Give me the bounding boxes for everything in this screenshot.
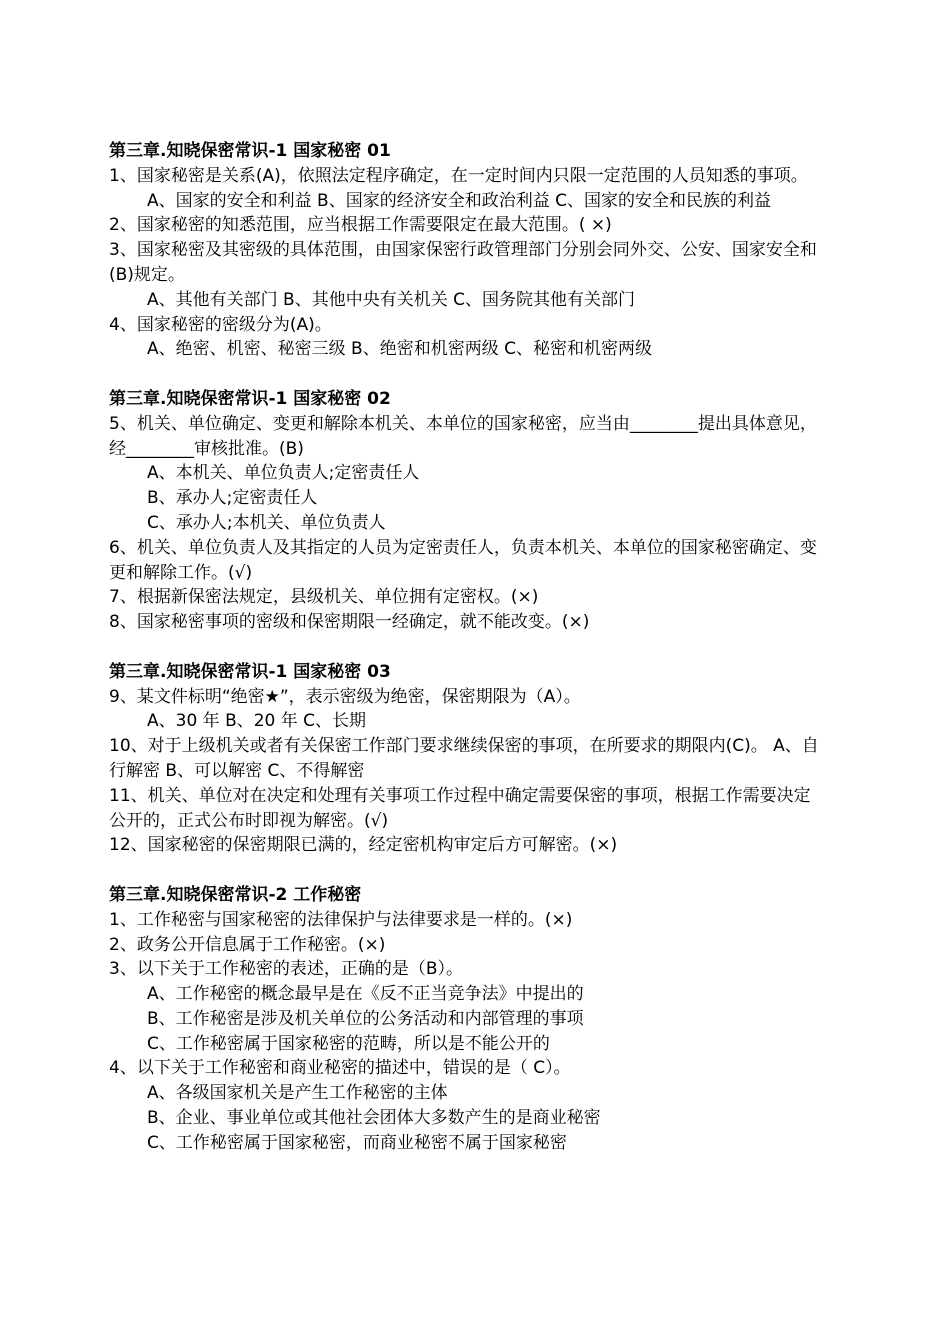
section-1 <box>109 139 821 362</box>
question-text: 4、国家秘密的密级分为(A)。 <box>109 314 332 335</box>
section-4 <box>109 883 821 1156</box>
question-text: 3、以下关于工作秘密的表述，正确的是（B）。 <box>109 959 463 980</box>
answer-options: A、工作秘密的概念最早是在《反不正当竞争法》中提出的 <box>147 984 584 1005</box>
document-body <box>109 139 821 1180</box>
question-text: 1、国家秘密是关系(A)，依照法定程序确定，在一定时间内只限一定范围的人员知悉的事项。 <box>109 165 808 186</box>
question-text: 4、以下关于工作秘密和商业秘密的描述中，错误的是（ C）。 <box>109 1058 571 1079</box>
answer-options: C、承办人;本机关、单位负责人 <box>147 512 386 533</box>
answer-options: C、工作秘密属于国家秘密的范畴，所以是不能公开的 <box>147 1033 550 1054</box>
answer-options: B、承办人;定密责任人 <box>147 488 318 509</box>
question-text: 3、国家秘密及其密级的具体范围，由国家保密行政管理部门分别会同外交、公安、国家安全和(B)规定。 <box>109 240 817 285</box>
answer-options: B、工作秘密是涉及机关单位的公务活动和内部管理的事项 <box>147 1008 584 1029</box>
section-heading: 第三章.知晓保密常识-1 国家秘密 01 <box>109 141 391 161</box>
question-text: 2、政务公开信息属于工作秘密。(×) <box>109 934 386 955</box>
answer-options: A、国家的安全和利益 B、国家的经济安全和政治利益 C、国家的安全和民族的利益 <box>147 190 771 211</box>
answer-options: C、工作秘密属于国家秘密，而商业秘密不属于国家秘密 <box>147 1132 567 1153</box>
question-text: 1、工作秘密与国家秘密的法律保护与法律要求是一样的。(×) <box>109 909 573 930</box>
question-text: 5、机关、单位确定、变更和解除本机关、本单位的国家秘密，应当由________提出具体意见，经________审核批准。(B) <box>109 413 817 459</box>
question-text: 9、某文件标明“绝密★”，表示密级为绝密，保密期限为（A）。 <box>109 686 581 707</box>
answer-options: A、其他有关部门 B、其他中央有关机关 C、国务院其他有关部门 <box>147 289 635 310</box>
question-text: 8、国家秘密事项的密级和保密期限一经确定，就不能改变。(×) <box>109 612 590 633</box>
answer-options: A、本机关、单位负责人;定密责任人 <box>147 463 420 484</box>
section-3 <box>109 660 821 858</box>
question-text: 11、机关、单位对在决定和处理有关事项工作过程中确定需要保密的事项，根据工作需要决定公开的，正式公布时即视为解密。(√) <box>109 785 811 831</box>
question-text: 7、根据新保密法规定，县级机关、单位拥有定密权。(×) <box>109 587 539 608</box>
answer-options: A、各级国家机关是产生工作秘密的主体 <box>147 1083 448 1104</box>
question-text: 6、机关、单位负责人及其指定的人员为定密责任人，负责本机关、本单位的国家秘密确定、变更和解除工作。(√) <box>109 537 817 583</box>
question-text: 10、对于上级机关或者有关保密工作部门要求继续保密的事项，在所要求的期限内(C)。 A、自行解密 B、可以解密 C、不得解密 <box>109 736 819 781</box>
answer-options: A、绝密、机密、秘密三级 B、绝密和机密两级 C、秘密和机密两级 <box>147 339 652 360</box>
answer-options: A、30 年 B、20 年 C、长期 <box>147 711 367 732</box>
section-heading: 第三章.知晓保密常识-1 国家秘密 02 <box>109 388 391 409</box>
question-text: 12、国家秘密的保密期限已满的，经定密机构审定后方可解密。(×) <box>109 835 618 856</box>
question-text: 2、国家秘密的知悉范围，应当根据工作需要限定在最大范围。( ×) <box>109 215 612 236</box>
answer-options: B、企业、事业单位或其他社会团体大多数产生的是商业秘密 <box>147 1108 601 1129</box>
section-2 <box>109 387 821 635</box>
section-heading: 第三章.知晓保密常识-1 国家秘密 03 <box>109 661 391 682</box>
section-heading: 第三章.知晓保密常识-2 工作秘密 <box>109 884 362 905</box>
